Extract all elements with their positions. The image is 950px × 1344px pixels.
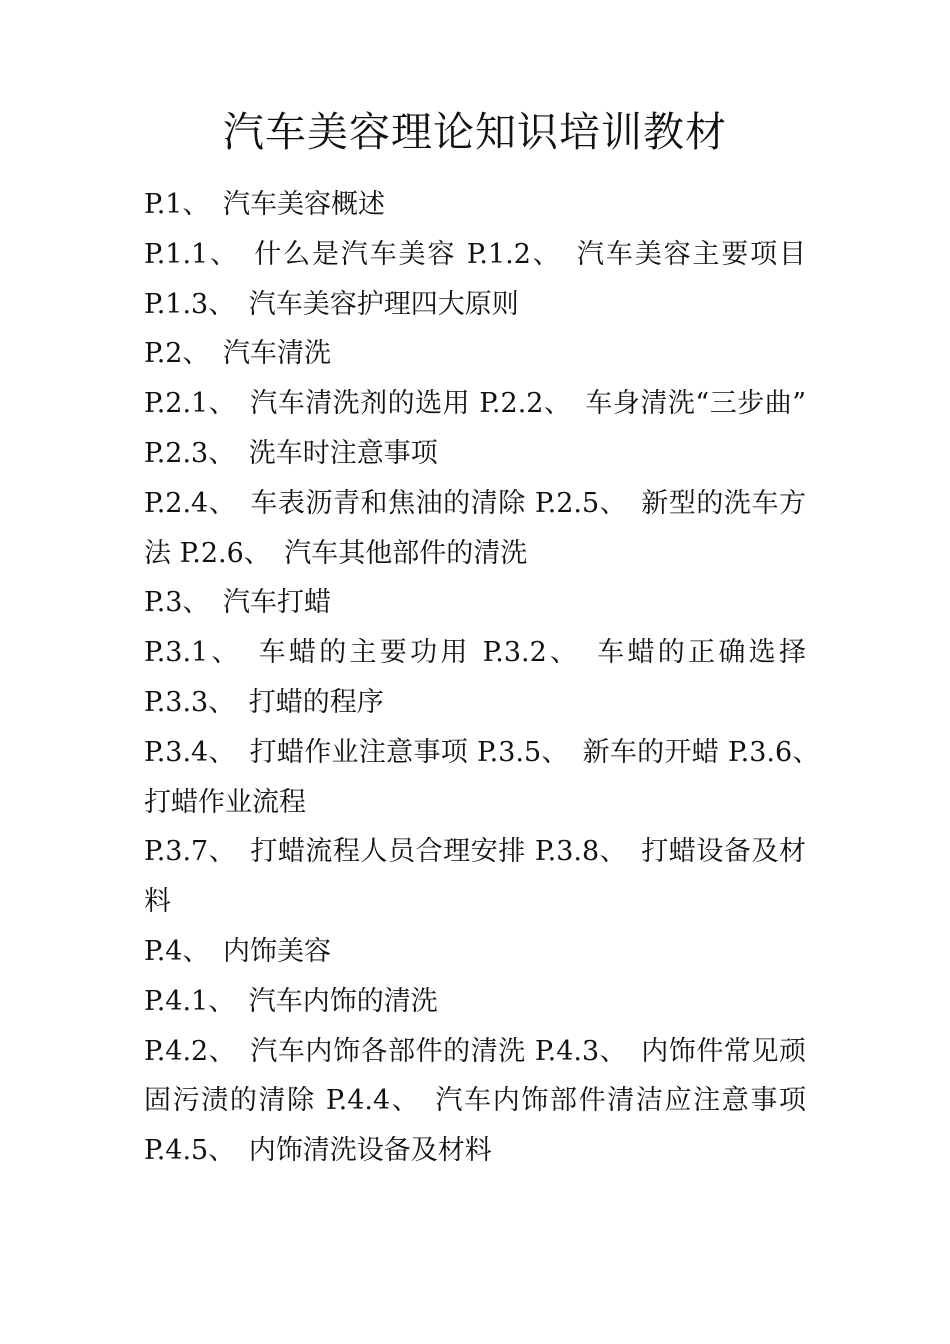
toc-entry: P.1、 汽车美容概述 [144,189,385,220]
toc-entry: P.3、 汽车打蜡 [144,587,331,619]
toc-entry: P.3.7、 打蜡流程人员合理安排 P.3.8、 打蜡设备及材料 [144,836,806,918]
toc-entry: P.2.1、 汽车清洗剂的选用 P.2.2、 车身清洗“三步曲” P.2.3、 洗车时注意事项 [144,388,806,469]
table-of-contents [144,180,833,1176]
toc-entry: P.3.1、 车蜡的主要功用 P.3.2、 车蜡的正确选择 P.3.3、 打蜡的程序 [144,637,806,718]
toc-entry: P.4.1、 汽车内饰的清洗 [144,985,438,1017]
toc-entry: P.2.4、 车表沥青和焦油的清除 P.2.5、 新型的洗车方法 P.2.6、 汽车其他部件的清洗 [144,487,806,569]
toc-entry: P.4、 内饰美容 [144,935,331,967]
document-title: 汽车美容理论知识培训教材 [223,108,727,156]
toc-entry: P.3.4、 打蜡作业注意事项 P.3.5、 新车的开蜡 P.3.6、 打蜡作业流程 [144,736,833,818]
toc-entry: P.2、 汽车清洗 [144,338,331,370]
toc-entry: P.4.2、 汽车内饰各部件的清洗 P.4.3、 内饰件常见顽固污渍的清除 P.4.4、 汽车内饰部件清洁应注意事项 P.4.5、 内饰清洗设备及材料 [144,1035,806,1167]
toc-entry: P.1.1、 什么是汽车美容 P.1.2、 汽车美容主要项目 P.1.3、 汽车美容护理四大原则 [144,238,806,320]
